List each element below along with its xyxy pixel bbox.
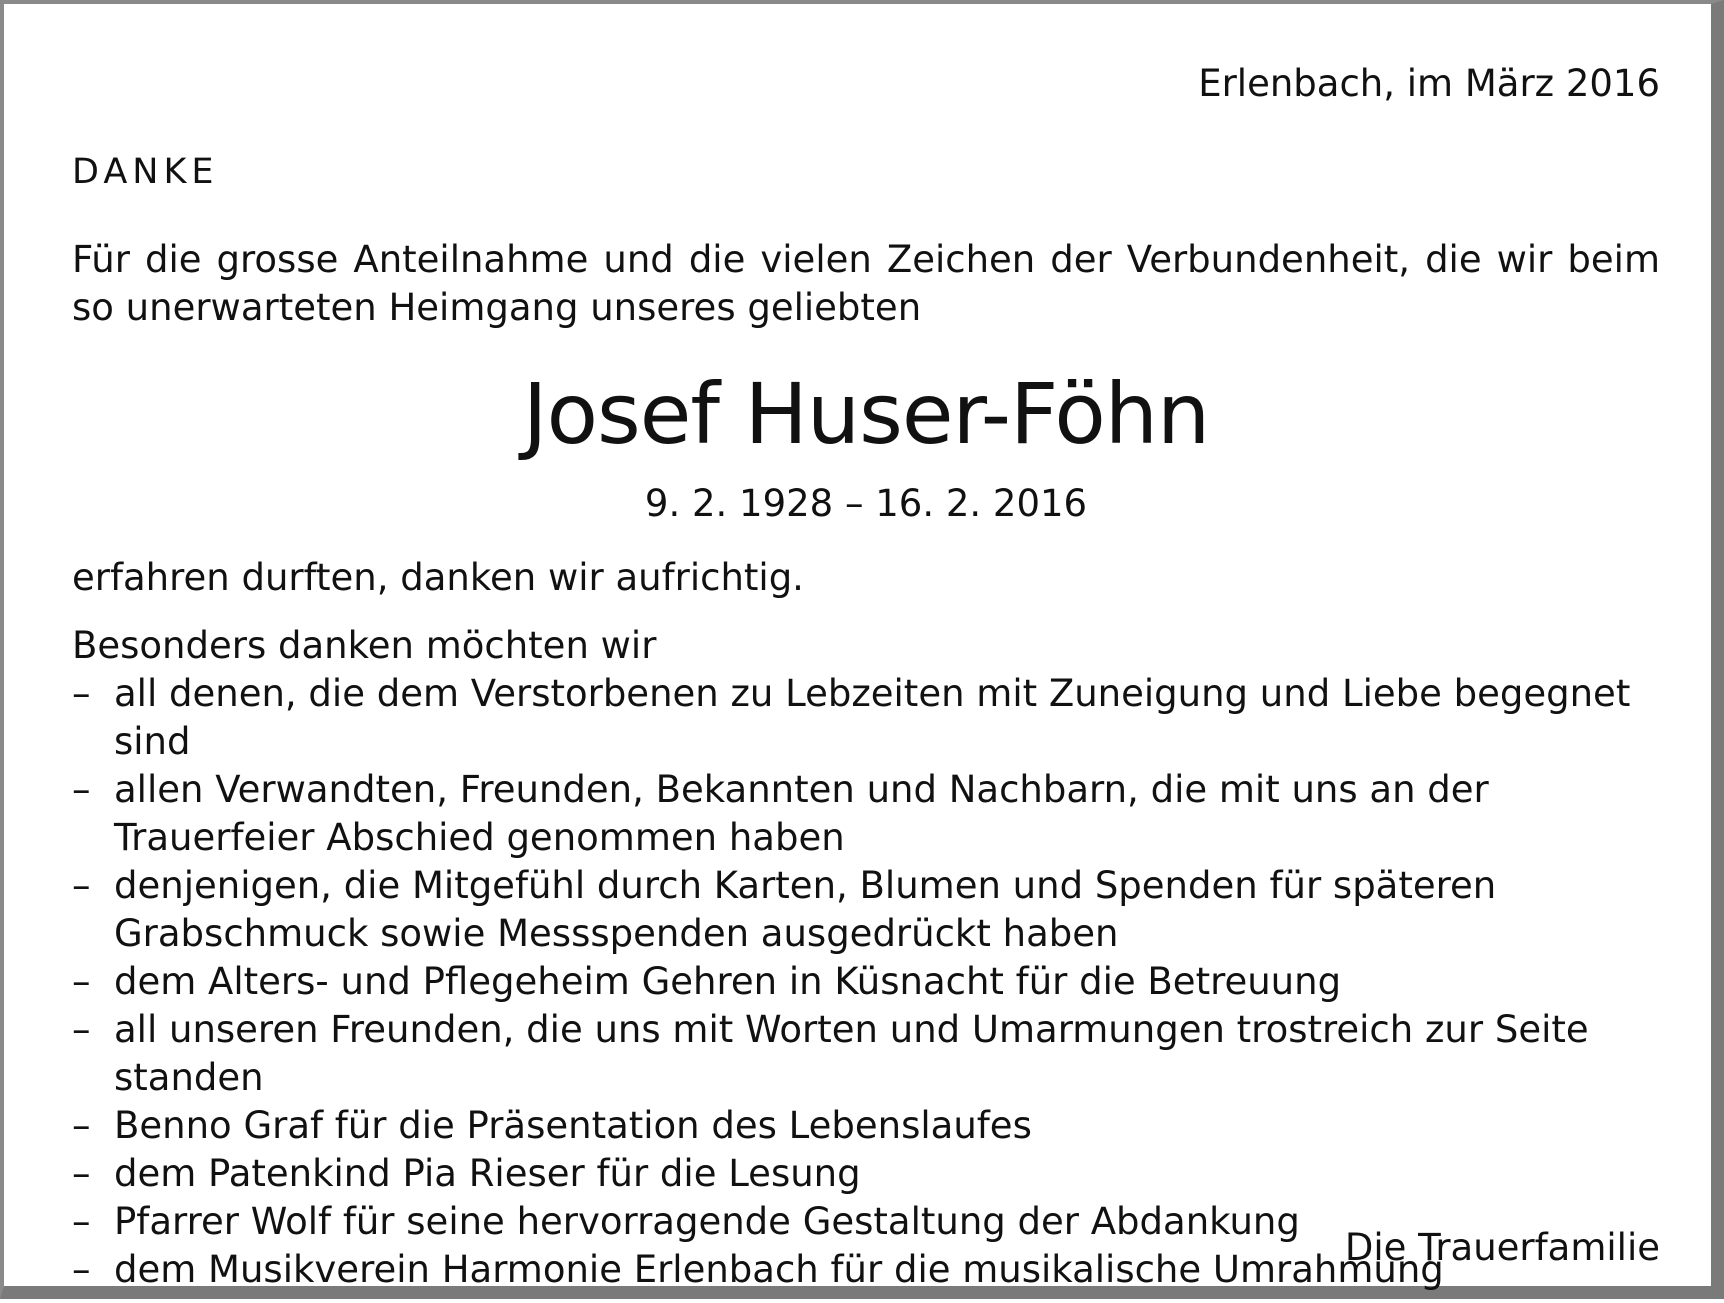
list-item-text: dem Alters- und Pflegeheim Gehren in Küsnacht für die Betreuung	[114, 960, 1342, 1003]
list-item-text: dem Patenkind Pia Rieser für die Lesung	[114, 1152, 861, 1195]
after-name-text: erfahren durften, danken wir aufrichtig.	[72, 556, 804, 599]
lifespan-dates: 9. 2. 1928 – 16. 2. 2016	[644, 482, 1088, 525]
list-item-text: all unseren Freunden, die uns mit Worten und Umarmungen trostreich zur Seite standen	[114, 1008, 1589, 1099]
list-item	[72, 958, 1672, 1006]
list-item-text: Benno Graf für die Präsentation des Lebenslaufes	[114, 1104, 1032, 1147]
list-item-text: denjenigen, die Mitgefühl durch Karten, Blumen und Spenden für späteren Grabschmuck sowie Messspenden ausgedrückt haben	[114, 864, 1497, 955]
dash-bullet: –	[72, 864, 91, 907]
dash-bullet: –	[72, 1200, 91, 1243]
dash-bullet: –	[72, 960, 91, 1003]
place-date: Erlenbach, im März 2016	[1198, 62, 1660, 105]
dash-bullet: –	[72, 1152, 91, 1195]
dash-bullet: –	[72, 1248, 91, 1291]
notice-content	[72, 4, 1660, 1303]
intro-paragraph: Für die grosse Anteilnahme und die vielen Zeichen der Verbundenheit, die wir beim so unerwarteten Heimgang unseres geliebten	[72, 238, 1660, 329]
dash-bullet: –	[72, 1104, 91, 1147]
deceased-name: Josef Huser-Föhn	[522, 365, 1210, 463]
signature: Die Trauerfamilie	[1344, 1226, 1660, 1269]
list-item	[72, 862, 1672, 958]
dash-bullet: –	[72, 1008, 91, 1051]
list-item-text: dem Musikverein Harmonie Erlenbach für die musikalische Umrahmung	[114, 1248, 1444, 1291]
list-item	[72, 670, 1672, 766]
list-item-text: all denen, die dem Verstorbenen zu Lebzeiten mit Zuneigung und Liebe begegnet sind	[114, 672, 1631, 763]
notice-heading: DANKE	[72, 152, 219, 192]
dash-bullet: –	[72, 768, 91, 811]
thanks-lead: Besonders danken möchten wir	[72, 624, 657, 667]
list-item	[72, 1006, 1672, 1102]
dash-bullet: –	[72, 672, 91, 715]
list-item-text: allen Verwandten, Freunden, Bekannten und Nachbarn, die mit uns an der Trauerfeier Abschied genommen haben	[114, 768, 1489, 859]
list-item-text: Pfarrer Wolf für seine hervorragende Gestaltung der Abdankung	[114, 1200, 1300, 1243]
list-item	[72, 1102, 1672, 1150]
thanks-list	[72, 670, 1672, 1294]
list-item	[72, 766, 1672, 862]
list-item	[72, 1150, 1672, 1198]
